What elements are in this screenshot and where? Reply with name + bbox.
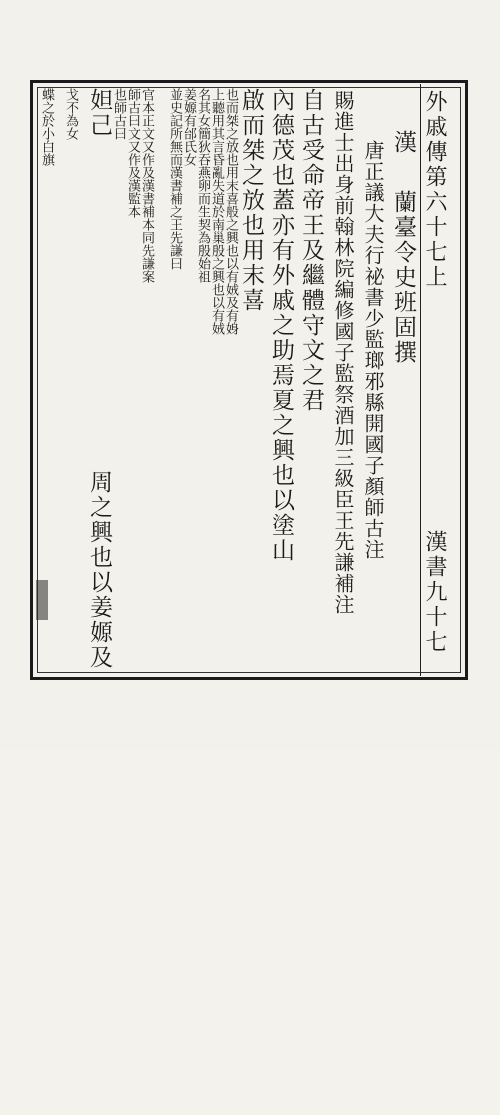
body-column-10: 師古曰文又作及漢監本 xyxy=(125,88,140,218)
author-line: 蘭臺令史班固撰 xyxy=(390,190,416,365)
body-column-3: 啟而桀之放也用末喜 xyxy=(238,88,264,313)
body-column-5: 上聽用其言昏亂失道於南巢殷之興也以有娀 xyxy=(209,88,224,335)
supplement-line: 賜進士出身前翰林院編修國子監祭酒加三級臣王先謙補注 xyxy=(331,90,355,615)
body-column-14: 蝶之於小白旗 xyxy=(39,88,54,166)
body-column-7: 姜嫄有邰氏女 xyxy=(181,88,196,166)
body-column-15: 周之興也以姜嫄及 xyxy=(86,470,112,670)
book-label: 漢書九十七 xyxy=(422,530,447,655)
body-column-4: 也而桀之放也用末喜般之興也以有娀及有㛛 xyxy=(223,88,238,335)
body-column-6: 名其女簡狄吞燕卵而生契為殷始祖 xyxy=(195,88,210,283)
body-column-12: 妲己 xyxy=(86,88,112,138)
body-column-13: 戈不為女 xyxy=(63,88,78,140)
chapter-title: 外戚傳第六十七上 xyxy=(422,90,447,290)
body-column-9: 官本正文又作及漢書補本同先謙案 xyxy=(139,88,154,283)
commentator-line: 唐正議大夫行祕書少監瑯邪縣開國子顏師古注 xyxy=(361,140,385,560)
header-rule xyxy=(420,84,421,676)
body-column-1: 自古受命帝王及繼體守文之君 xyxy=(298,88,324,413)
dynasty: 漢 xyxy=(390,130,416,155)
body-column-11: 也師古曰 xyxy=(111,88,126,140)
body-column-8: 並史記所無而漢書補之王先謙曰 xyxy=(167,88,182,270)
body-column-2: 內德茂也蓋亦有外戚之助焉夏之興也以塗山 xyxy=(268,88,294,563)
margin-stamp-mark xyxy=(36,580,48,620)
